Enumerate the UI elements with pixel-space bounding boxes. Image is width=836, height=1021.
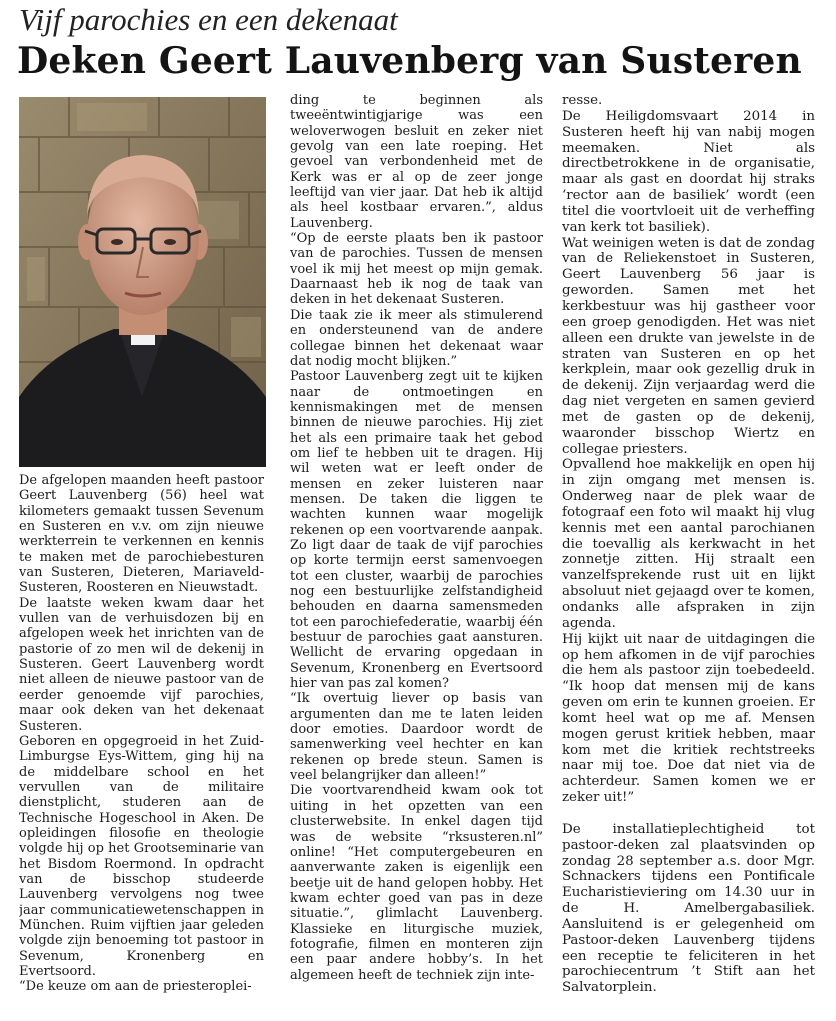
paragraph: Opvallend hoe makkelijk en open hij in zijn omgang met mensen is. Onderweg naar de plek waar de fotograaf een foto wil maakt hij vlug kennis met een aantal parochianen die toevallig als kerkwacht in het zonnetje zitten. Hij straalt een vanzelfsprekende rust uit en lijkt absoluut niet gejaagd over te komen, ondanks alle afspraken in zijn agenda. <box>562 457 815 631</box>
article-column-3 <box>562 93 815 1013</box>
paragraph: resse. <box>562 93 603 108</box>
article-headline: Deken Geert Lauvenberg van Susteren <box>17 40 802 82</box>
paragraph: De laatste weken kwam daar het vullen van de verhuisdozen bij en afgelopen week het inrichten van de pastorie of zo men wil de dekenij in Susteren. Geert Lauvenberg wordt niet alleen de nieuwe pastoor van de eerder genoemde vijf parochies, maar ook deken van het dekenaat Susteren. <box>19 595 264 734</box>
paragraph: ding te beginnen als tweeëntwintigjarige was een weloverwogen besluit en zeker niet gevolg van een late roeping. Het gevoel van verbondenheid met de Kerk was er al op de zeer jonge leeftijd van vier jaar. Dat heb ik altijd als heel kostbaar ervaren.”, aldus Lauvenberg. <box>290 93 543 231</box>
paragraph: “Ik overtuig liever op basis van argumenten dan me te laten leiden door emoties. Daardoor wordt de samenwerking veel hechter en kan rekenen op brede steun. Samen is veel belangrijker dan alleen!” <box>290 691 543 784</box>
paragraph: Hij kijkt uit naar de uitdagingen die op hem afkomen in de vijf parochies die hem als pastoor zijn toebedeeld. “Ik hoop dat mensen mij de kans geven om erin te kunnen groeien. Er komt heel wat op me af. Mensen mogen gerust kritiek hebben, maar kom met die kritiek rechtstreeks naar mij toe. Doe dat niet via de achterdeur. Samen komen we er zeker uit!” <box>562 631 815 806</box>
portrait-photo <box>19 97 266 467</box>
paragraph: “Op de eerste plaats ben ik pastoor van de parochies. Tussen de mensen voel ik mij het meest op mijn gemak. Daarnaast heb ik nog de taak van deken in het dekenaat Susteren. <box>290 231 543 308</box>
paragraph: De afgelopen maanden heeft pastoor Geert Lauvenberg (56) heel wat kilometers gemaakt tussen Sevenum en Susteren en v.v. om zijn nieuwe werkterrein te verkennen en kennis te maken met de parochiebesturen van Susteren, Dieteren, Mariaveld-Susteren, Roosteren en Nieuwstadt. <box>19 473 264 596</box>
paragraph: Pastoor Lauvenberg zegt uit te kijken naar de ontmoetingen en kennismakingen met de mensen binnen de nieuwe parochies. Hij ziet het als een primaire taak het gebod om lief te hebben uit te dragen. Hij wil weten wat er leeft onder de mensen en zeker luisteren naar mensen. De taken die liggen te wachten kunnen waar mogelijk rekenen op een voortvarende aanpak. Zo ligt daar de taak de vijf parochies op korte termijn eerst samenvoegen tot een cluster, waarbij de parochies nog een bestuurlijke zelfstandigheid behouden en daarna samensmeden tot een parochiefederatie, waarbij één bestuur de parochies gaat aansturen. Wellicht de ervaring opgedaan in Sevenum, Kronenberg en Evertsoord hier van pas zal komen? <box>290 369 543 692</box>
paragraph: Wat weinigen weten is dat de zondag van de Reliekenstoet in Susteren, Geert Lauvenberg 56 jaar is geworden. Samen met het kerkbestuur was hij gastheer voor een groep genodigden. Het was niet alleen een drukte van jewelste in de straten van Susteren en op het kerkplein, maar ook gezellig druk in de dekenij. Zijn verjaardag werd die dag niet vergeten en samen gevierd met de gasten op de dekenij, waaronder bisschop Wiertz en collegae priesters. <box>562 235 815 457</box>
paragraph: “De keuze om aan de priesteroplei- <box>19 979 252 995</box>
paragraph: Die taak zie ik meer als stimulerend en ondersteunend van de andere collegae binnen het dekenaat waar dat nodig mocht blijken.” <box>290 307 543 369</box>
paragraph: Die voortvarendheid kwam ook tot uiting in het opzetten van een clusterwebsite. In enkel dagen tijd was de website “rksusteren.nl” online! “Het computergebeuren en aanverwante zaken is eigenlijk een beetje uit de hand gelopen hobby. Het kwam echter goed van pas in deze situatie.”, glimlacht Lauvenberg. Klassieke en liturgische muziek, fotografie, filmen en monteren zijn een paar andere hobby’s. In het algemeen heeft de techniek zijn inte- <box>290 783 543 983</box>
article-column-2 <box>290 93 543 1013</box>
article-column-1 <box>19 473 264 1013</box>
paragraph: De installatieplechtigheid tot pastoor-deken zal plaatsvinden op zondag 28 september a.s. door Mgr. Schnackers tijdens een Pontificale Eucharistieviering om 14.30 uur in de H. Amelbergabasiliek. Aansluitend is er gelegenheid om Pastoor-deken Lauvenberg tijdens een receptie te feliciteren in het parochiecentrum ’t Stift aan het Salvatorplein. <box>562 821 815 996</box>
article-kicker: Vijf parochies en een dekenaat <box>19 2 398 37</box>
paragraph: Geboren en opgegroeid in het Zuid-Limburgse Eys-Wittem, ging hij na de middelbare school en het vervullen van de militaire dienstplicht, studeren aan de Technische Hogeschool in Aken. De opleidingen filosofie en theologie volgde hij op het Grootseminarie van het Bisdom Roermond. In opdracht van de bisschop studeerde Lauvenberg vervolgens nog twee jaar communicatiewetenschappen in München. Ruim vijftien jaar geleden volgde zijn benoeming tot pastoor in Sevenum, Kronenberg en Evertsoord. <box>19 733 264 979</box>
paragraph: De Heiligdomsvaart 2014 in Susteren heeft hij van nabij mogen meemaken. Niet als directbetrokkene in de organisatie, maar als gast en doordat hij straks ‘rector aan de basiliek’ wordt (een titel die voortvloeit uit de verheffing van kerk tot basiliek). <box>562 108 815 235</box>
